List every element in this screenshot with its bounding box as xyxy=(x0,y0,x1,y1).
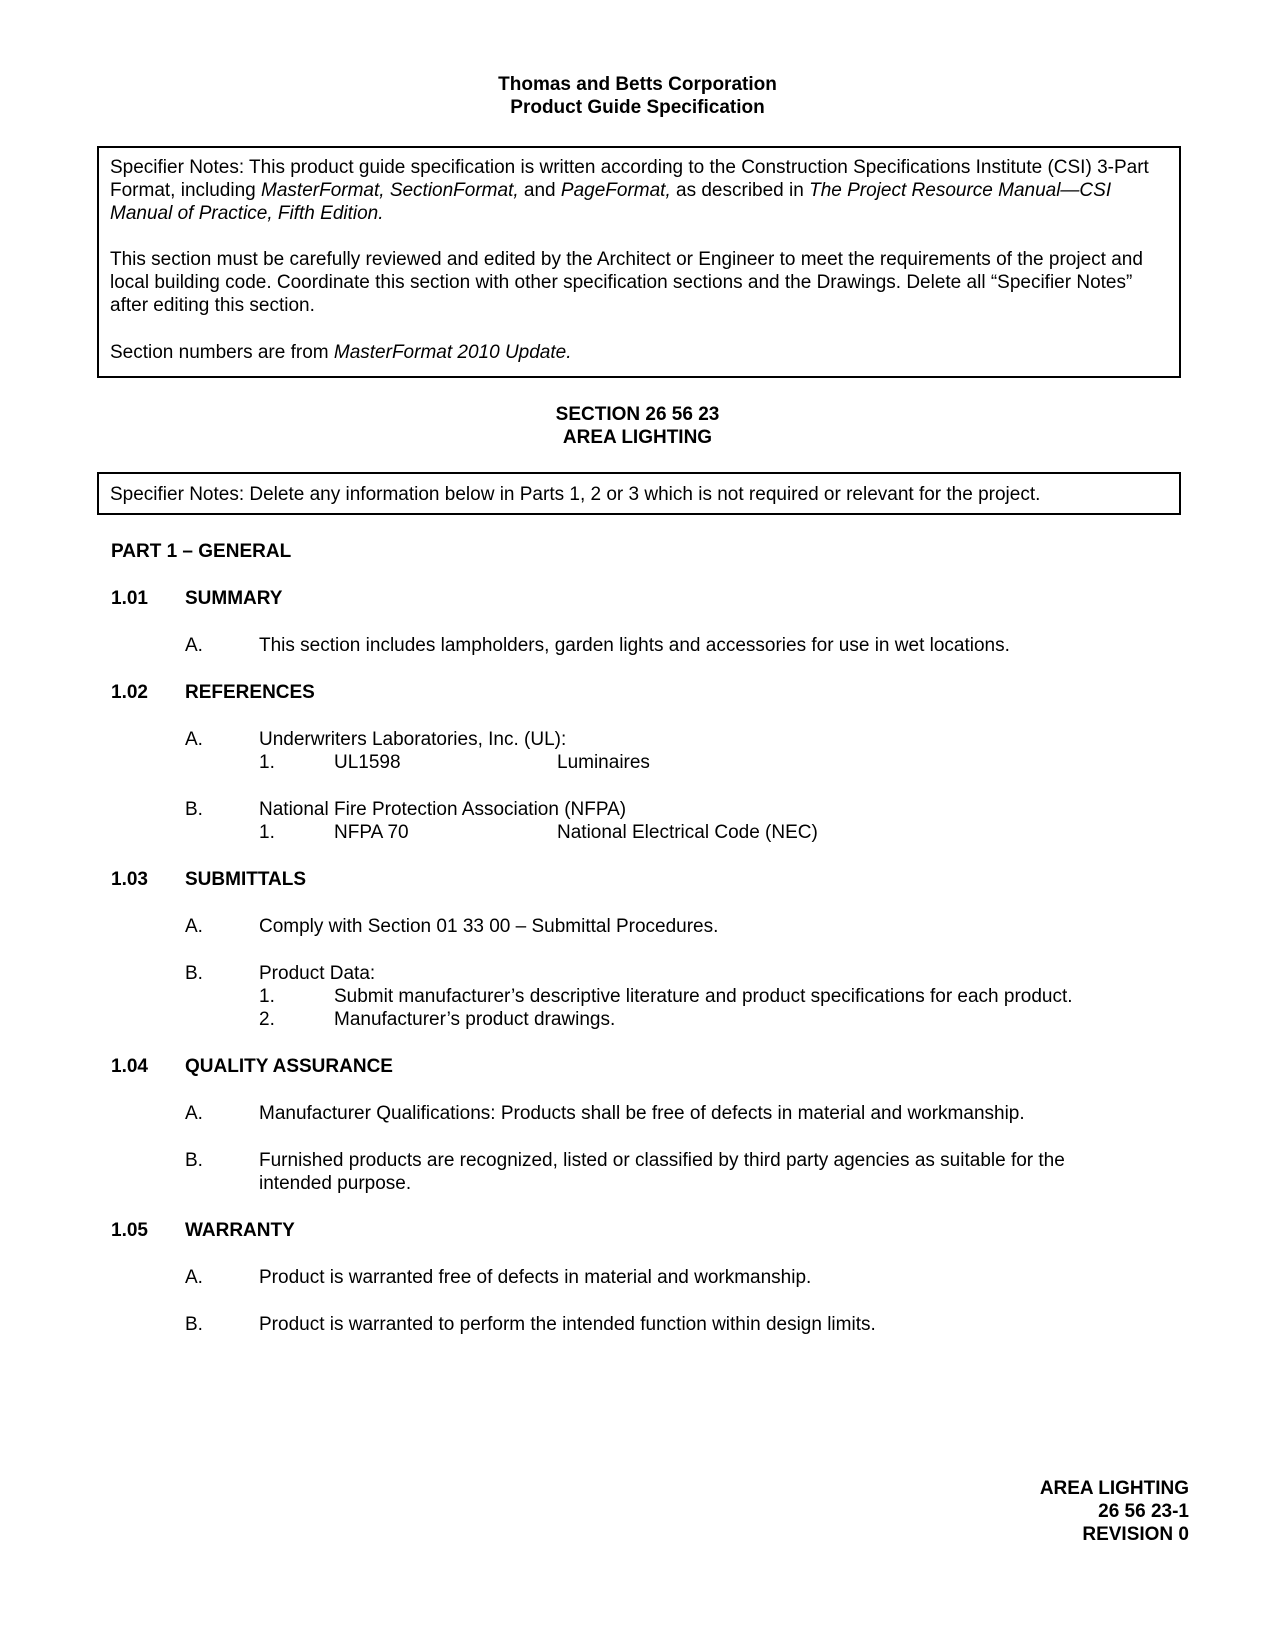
section-1-03-number: 1.03 xyxy=(111,869,148,890)
section-1-05-number: 1.05 xyxy=(111,1220,148,1241)
item-text: National Fire Protection Association (NFPA) xyxy=(259,799,627,820)
item-text: Product Data: xyxy=(259,963,376,984)
specifier-notes-box xyxy=(97,146,1181,378)
specifier-notes-paragraph-2: This section must be carefully reviewed and edited by the Architect or Engineer to meet the requirements of the project and local building code. Coordinate this section with other specification sections and the Drawings. Delete all “Specifier Notes” after editing this section. xyxy=(110,249,1143,316)
item-letter: B. xyxy=(185,963,203,984)
section-1-04-title: QUALITY ASSURANCE xyxy=(185,1056,393,1077)
document-type: Product Guide Specification xyxy=(510,97,765,118)
reference-description: Luminaires xyxy=(557,752,650,773)
section-1-05-title: WARRANTY xyxy=(185,1220,295,1241)
section-1-03-title: SUBMITTALS xyxy=(185,869,307,890)
item-letter: B. xyxy=(185,1150,203,1171)
item-text: Furnished products are recognized, listed or classified by third party agencies as suitable for the xyxy=(259,1150,1065,1171)
item-letter: A. xyxy=(185,1103,203,1124)
section-1-01-number: 1.01 xyxy=(111,588,148,609)
specifier-notes-paragraph-1: Specifier Notes: This product guide specification is written according to the Construction Specifications Institute (CSI) 3-Part Format, including MasterFormat, SectionFormat, and PageFormat, as described in The Project Resource Manual—CSI Manual of Practice, Fifth Edition. xyxy=(110,157,1149,224)
footer-title: AREA LIGHTING xyxy=(1039,1478,1189,1499)
item-text: Underwriters Laboratories, Inc. (UL): xyxy=(259,729,567,750)
item-text: Comply with Section 01 33 00 – Submittal Procedures. xyxy=(259,916,719,937)
item-text: This section includes lampholders, garden lights and accessories for use in wet locations. xyxy=(259,635,1010,656)
subitem-number: 1. xyxy=(259,822,275,843)
item-text: Manufacturer Qualifications: Products shall be free of defects in material and workmanship. xyxy=(259,1103,1025,1124)
item-letter: B. xyxy=(185,1314,203,1335)
item-text-continued: intended purpose. xyxy=(259,1173,412,1194)
section-1-04-number: 1.04 xyxy=(111,1056,148,1077)
specifier-notes-box-2 xyxy=(97,472,1181,515)
item-text: Product is warranted free of defects in material and workmanship. xyxy=(259,1267,812,1288)
subitem-text: Submit manufacturer’s descriptive literature and product specifications for each product. xyxy=(334,986,1073,1007)
reference-code: NFPA 70 xyxy=(334,822,409,843)
company-name: Thomas and Betts Corporation xyxy=(498,74,777,95)
section-title: AREA LIGHTING xyxy=(562,427,713,448)
section-1-02-title: REFERENCES xyxy=(185,682,315,703)
footer-revision: REVISION 0 xyxy=(1082,1524,1189,1545)
section-1-02-number: 1.02 xyxy=(111,682,148,703)
item-text: Product is warranted to perform the intended function within design limits. xyxy=(259,1314,876,1335)
specifier-notes-delete-text: Specifier Notes: Delete any information below in Parts 1, 2 or 3 which is not required or relevant for the project. xyxy=(110,484,1041,505)
section-1-01-title: SUMMARY xyxy=(185,588,283,609)
part-1-heading: PART 1 – GENERAL xyxy=(111,541,292,562)
item-letter: A. xyxy=(185,916,203,937)
item-letter: B. xyxy=(185,799,203,820)
item-letter: A. xyxy=(185,729,203,750)
subitem-number: 1. xyxy=(259,986,275,1007)
item-letter: A. xyxy=(185,635,203,656)
footer-page-number: 26 56 23-1 xyxy=(1098,1501,1189,1522)
specifier-notes-paragraph-3: Section numbers are from MasterFormat 2010 Update. xyxy=(110,342,572,363)
item-letter: A. xyxy=(185,1267,203,1288)
section-number: SECTION 26 56 23 xyxy=(555,404,720,425)
reference-description: National Electrical Code (NEC) xyxy=(557,822,818,843)
subitem-number: 1. xyxy=(259,752,275,773)
reference-code: UL1598 xyxy=(334,752,401,773)
subitem-text: Manufacturer’s product drawings. xyxy=(334,1009,616,1030)
subitem-number: 2. xyxy=(259,1009,275,1030)
